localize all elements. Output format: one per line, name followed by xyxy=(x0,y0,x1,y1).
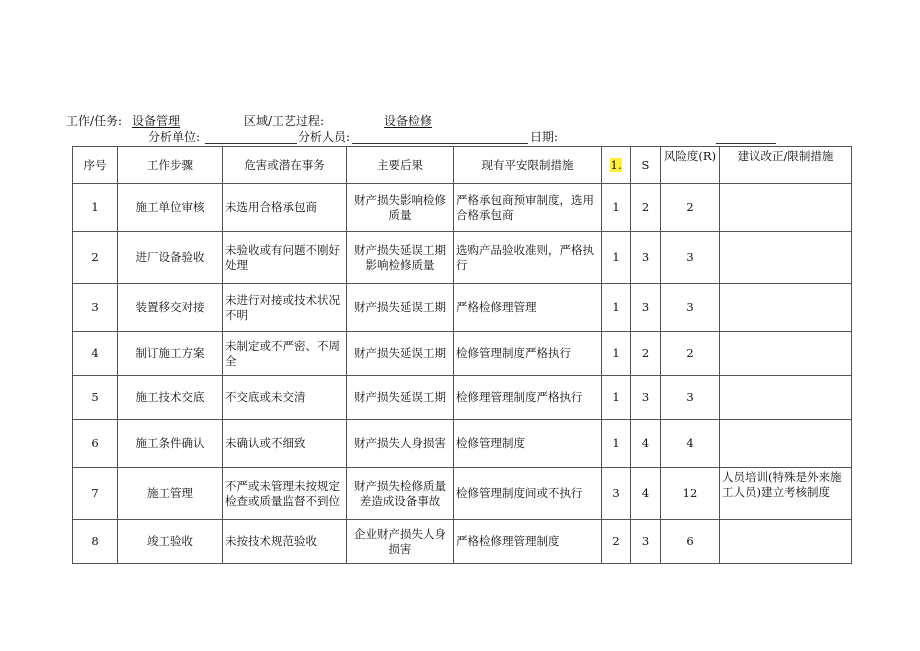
row-control: 严格检修理管理 xyxy=(454,284,602,332)
row-suggestion: 人员培训(特殊是外来施工人员)建立考核制度 xyxy=(720,468,852,520)
row-severity: 3 xyxy=(631,284,661,332)
table-row xyxy=(73,468,852,520)
row-likelihood: 2 xyxy=(602,520,631,564)
row-likelihood: 1 xyxy=(602,420,631,468)
row-seq: 5 xyxy=(73,376,118,420)
table-row xyxy=(73,284,852,332)
table-row xyxy=(73,332,852,376)
row-seq: 7 xyxy=(73,468,118,520)
row-consequence: 企业财产损失人身损害 xyxy=(347,520,454,564)
row-risk: 2 xyxy=(661,332,720,376)
row-consequence: 财产损失延误工期 xyxy=(347,284,454,332)
row-likelihood: 1 xyxy=(602,284,631,332)
col-risk: 风险度(R) xyxy=(661,147,720,184)
row-risk: 3 xyxy=(661,284,720,332)
row-risk: 4 xyxy=(661,420,720,468)
row-consequence: 财产损失延误工期影响检修质量 xyxy=(347,232,454,284)
row-severity: 3 xyxy=(631,376,661,420)
table-row xyxy=(73,184,852,232)
row-risk: 6 xyxy=(661,520,720,564)
unit-label: 分析单位: xyxy=(148,130,201,144)
person-label: 分析人员: xyxy=(298,130,351,144)
row-severity: 4 xyxy=(631,468,661,520)
row-step: 竣工验收 xyxy=(118,520,223,564)
row-suggestion xyxy=(720,420,852,468)
row-hazard: 未按技术规范验收 xyxy=(223,520,347,564)
table-row xyxy=(73,376,852,420)
col-control: 现有平安限制措施 xyxy=(454,147,602,184)
row-severity: 2 xyxy=(631,184,661,232)
row-hazard: 不交底或未交清 xyxy=(223,376,347,420)
col-seq: 序号 xyxy=(73,147,118,184)
col-step: 工作步骤 xyxy=(118,147,223,184)
row-suggestion xyxy=(720,520,852,564)
row-consequence: 财产损失延误工期 xyxy=(347,376,454,420)
row-step: 施工技术交底 xyxy=(118,376,223,420)
area-value: 设备检修 xyxy=(384,114,433,128)
row-likelihood: 3 xyxy=(602,468,631,520)
row-step: 制订施工方案 xyxy=(118,332,223,376)
row-seq: 3 xyxy=(73,284,118,332)
table-row xyxy=(73,420,852,468)
row-suggestion xyxy=(720,376,852,420)
row-likelihood: 1 xyxy=(602,184,631,232)
row-step: 施工条件确认 xyxy=(118,420,223,468)
row-likelihood: 1 xyxy=(602,232,631,284)
row-suggestion xyxy=(720,184,852,232)
row-severity: 2 xyxy=(631,332,661,376)
row-risk: 12 xyxy=(661,468,720,520)
row-hazard: 未确认或不细致 xyxy=(223,420,347,468)
row-consequence: 财产损失人身损害 xyxy=(347,420,454,468)
row-risk: 3 xyxy=(661,232,720,284)
row-likelihood: 1 xyxy=(602,332,631,376)
date-label: 日期: xyxy=(530,130,559,144)
row-severity: 4 xyxy=(631,420,661,468)
row-consequence: 财产损失延误工期 xyxy=(347,332,454,376)
table-row xyxy=(73,520,852,564)
row-consequence: 财产损失检修质量差造成设备事故 xyxy=(347,468,454,520)
row-likelihood: 1 xyxy=(602,376,631,420)
table-header-row xyxy=(73,147,852,184)
row-control: 检修理管理制度严格执行 xyxy=(454,376,602,420)
row-control: 检修管理制度 xyxy=(454,420,602,468)
row-hazard: 未制定或不严密、不周全 xyxy=(223,332,347,376)
row-control: 检修管理制度间或不执行 xyxy=(454,468,602,520)
table-row xyxy=(73,232,852,284)
row-hazard: 不严或未管理未按规定检查或质量监督不到位 xyxy=(223,468,347,520)
row-seq: 4 xyxy=(73,332,118,376)
row-control: 检修管理制度严格执行 xyxy=(454,332,602,376)
unit-underline xyxy=(205,143,297,144)
row-step: 施工管理 xyxy=(118,468,223,520)
task-label: 工作/任务: xyxy=(66,114,123,128)
row-risk: 3 xyxy=(661,376,720,420)
row-risk: 2 xyxy=(661,184,720,232)
row-hazard: 未进行对接或技术状况不明 xyxy=(223,284,347,332)
date-underline xyxy=(716,143,776,144)
row-suggestion xyxy=(720,332,852,376)
col-likelihood xyxy=(602,147,631,184)
col-hazard: 危害或潜在事务 xyxy=(223,147,347,184)
task-value: 设备管理 xyxy=(132,114,181,128)
row-step: 进厂设备验收 xyxy=(118,232,223,284)
area-label: 区域/工艺过程: xyxy=(244,114,325,128)
row-consequence: 财产损失影响检修质量 xyxy=(347,184,454,232)
row-control: 严格承包商预审制度，选用合格承包商 xyxy=(454,184,602,232)
row-seq: 2 xyxy=(73,232,118,284)
col-severity: S xyxy=(631,147,661,184)
row-control: 严格检修理管理制度 xyxy=(454,520,602,564)
row-suggestion xyxy=(720,232,852,284)
row-severity: 3 xyxy=(631,232,661,284)
row-hazard: 未验收或有问题不刚好处理 xyxy=(223,232,347,284)
person-underline xyxy=(352,143,528,144)
row-suggestion xyxy=(720,284,852,332)
row-severity: 3 xyxy=(631,520,661,564)
col-consequence: 主要后果 xyxy=(347,147,454,184)
row-hazard: 未选用合格承包商 xyxy=(223,184,347,232)
row-seq: 6 xyxy=(73,420,118,468)
likelihood-highlight: 1. xyxy=(610,157,622,172)
row-seq: 1 xyxy=(73,184,118,232)
row-control: 选购产品验收准则，严格执行 xyxy=(454,232,602,284)
col-suggestion: 建议改正/限制措施 xyxy=(720,147,852,184)
row-seq: 8 xyxy=(73,520,118,564)
row-step: 施工单位审核 xyxy=(118,184,223,232)
row-step: 装置移交对接 xyxy=(118,284,223,332)
risk-analysis-table xyxy=(72,146,852,564)
